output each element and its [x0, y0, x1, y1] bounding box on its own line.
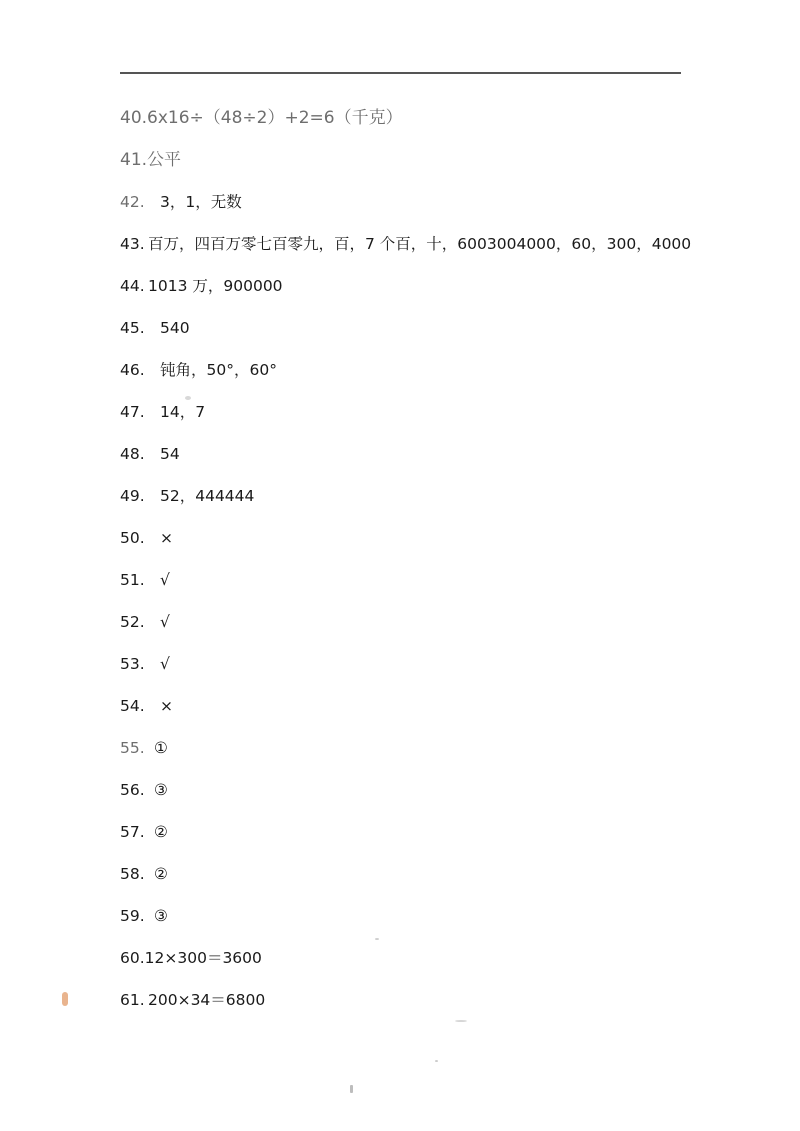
- answer-number: 55.: [120, 739, 145, 757]
- answer-text: 200×34＝6800: [148, 991, 266, 1009]
- answer-item: [120, 688, 720, 730]
- answer-item: [120, 226, 720, 268]
- answer-number: 46.: [120, 361, 145, 379]
- answer-number: 56.: [120, 781, 145, 799]
- answer-number: 49.: [120, 487, 145, 505]
- answer-item: [120, 352, 720, 394]
- answer-text: √: [160, 655, 170, 673]
- answer-item: [120, 982, 720, 1024]
- answer-text: 52，444444: [160, 487, 255, 505]
- answer-number: 51.: [120, 571, 145, 589]
- answer-number: 61.: [120, 991, 145, 1009]
- answer-text: 百万，四百万零七百零九，百，7 个百，十，6003004000，60，300，4000: [148, 235, 692, 253]
- answer-item: [120, 772, 720, 814]
- answer-item: [120, 268, 720, 310]
- answer-text: 540: [160, 319, 190, 337]
- answer-item: [120, 520, 720, 562]
- answer-text: 54: [160, 445, 180, 463]
- answer-text: 41.公平: [120, 150, 182, 170]
- answer-text: 14，7: [160, 403, 206, 421]
- answer-text: ×: [160, 697, 173, 715]
- answer-text: 钝角，50°，60°: [160, 361, 277, 379]
- scan-speck: [435, 1060, 438, 1062]
- answer-number: 48.: [120, 445, 145, 463]
- answer-number: 44.: [120, 277, 145, 295]
- answer-item: [120, 856, 720, 898]
- answer-item: [120, 142, 720, 184]
- answer-text: ①: [154, 739, 168, 757]
- answer-number: 53.: [120, 655, 145, 673]
- header-rule: [120, 72, 681, 74]
- answer-number: 47.: [120, 403, 145, 421]
- answer-item: [120, 310, 720, 352]
- answer-list: [120, 100, 720, 1024]
- answer-text: ×: [160, 529, 173, 547]
- answer-text: √: [160, 571, 170, 589]
- answer-number: 42.: [120, 193, 145, 211]
- answer-item: [120, 184, 720, 226]
- answer-item: [120, 562, 720, 604]
- answer-number: 52.: [120, 613, 145, 631]
- scan-speck: [350, 1085, 353, 1093]
- answer-item: [120, 604, 720, 646]
- answer-item: [120, 730, 720, 772]
- answer-item: [120, 646, 720, 688]
- scan-speck: [185, 396, 191, 400]
- answer-text: 1013 万，900000: [148, 277, 283, 295]
- answer-number: 57.: [120, 823, 145, 841]
- answer-text: √: [160, 613, 170, 631]
- answer-text: ③: [154, 781, 168, 799]
- answer-number: 50.: [120, 529, 145, 547]
- answer-item: [120, 814, 720, 856]
- answer-item: [120, 478, 720, 520]
- answer-number: 58.: [120, 865, 145, 883]
- answer-text: ②: [154, 865, 168, 883]
- answer-number: 59.: [120, 907, 145, 925]
- answer-number: 54.: [120, 697, 145, 715]
- answer-item: [120, 436, 720, 478]
- answer-text: ②: [154, 823, 168, 841]
- answer-item: [120, 940, 720, 982]
- answer-text: 3，1，无数: [160, 193, 242, 211]
- answer-text: 60.12×300＝3600: [120, 949, 262, 967]
- answer-text: ③: [154, 907, 168, 925]
- scan-speck: [62, 992, 68, 1006]
- answer-text: 40.6x16÷（48÷2）+2=6（千克）: [120, 108, 403, 128]
- scan-speck: [375, 938, 379, 940]
- answer-number: 43.: [120, 235, 145, 253]
- answer-number: 45.: [120, 319, 145, 337]
- answer-item: [120, 394, 720, 436]
- answer-item: [120, 898, 720, 940]
- scan-speck: [455, 1020, 467, 1022]
- answer-item: [120, 100, 720, 142]
